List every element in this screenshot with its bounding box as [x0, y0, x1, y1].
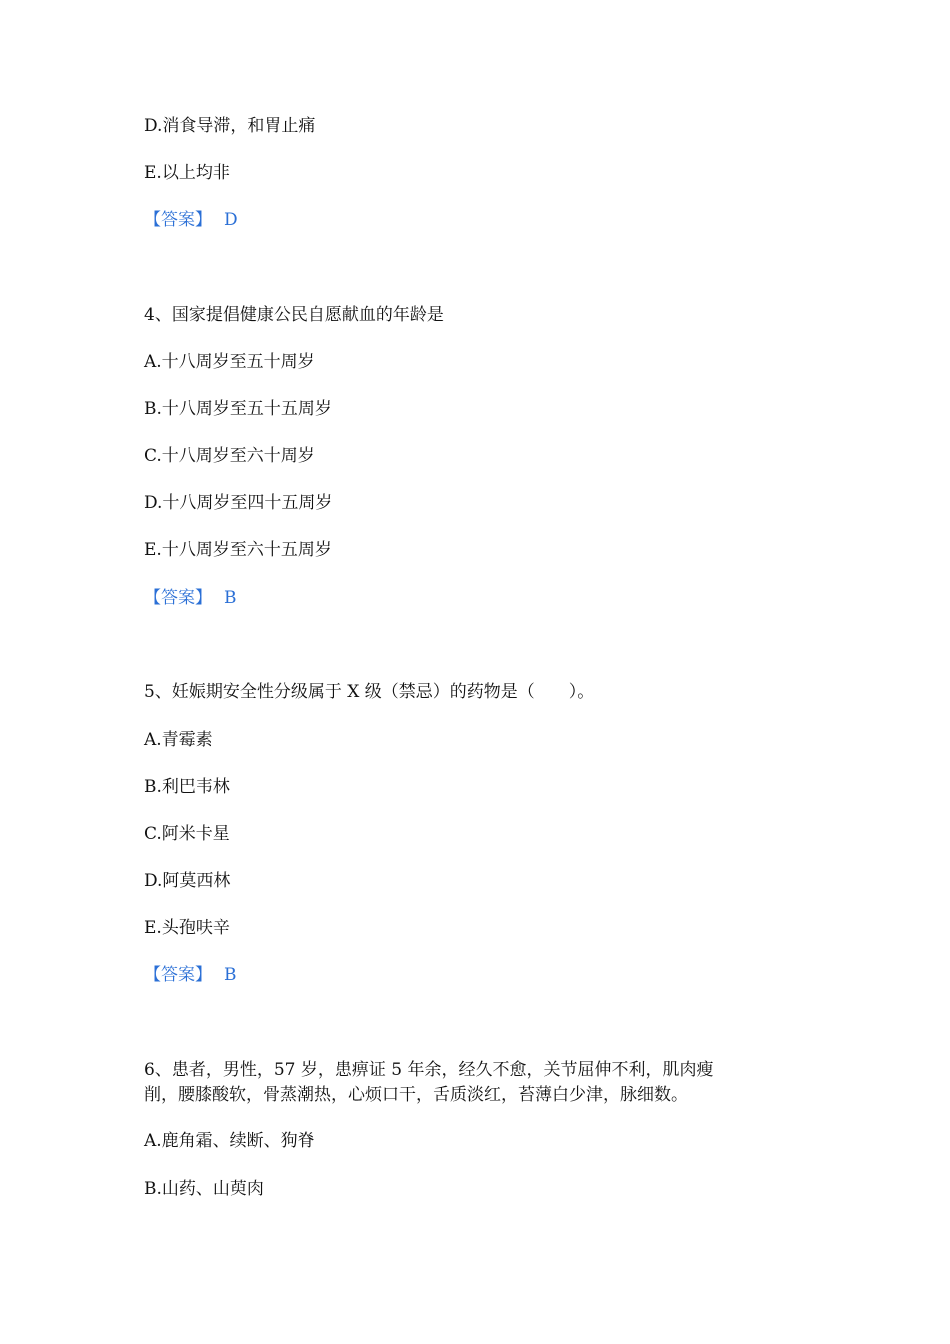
q5-option-a: A.青霉素: [144, 730, 213, 750]
q6-option-b: B.山药、山萸肉: [144, 1179, 264, 1199]
answer-label: 【答案】: [144, 210, 212, 230]
q5-answer: [144, 964, 237, 986]
answer-label: 【答案】: [144, 588, 212, 608]
q4-option-c: C.十八周岁至六十周岁: [144, 446, 315, 466]
q4-option-b: B.十八周岁至五十五周岁: [144, 399, 332, 419]
q4-option-e: E.十八周岁至六十五周岁: [144, 540, 332, 560]
q5-stem: 5、妊娠期安全性分级属于 X 级（禁忌）的药物是（ ）。: [144, 682, 595, 702]
q5-option-d: D.阿莫西林: [144, 871, 231, 891]
answer-value: B: [224, 965, 237, 985]
answer-value: D: [224, 210, 238, 230]
q6-stem-line-1: 6、患者，男性，57 岁，患痹证 5 年余，经久不愈，关节屈伸不利，肌肉瘦: [144, 1060, 714, 1080]
q4-stem: 4、国家提倡健康公民自愿献血的年龄是: [144, 305, 444, 325]
answer-value: B: [224, 588, 237, 608]
q4-answer: [144, 587, 237, 609]
q4-option-a: A.十八周岁至五十周岁: [144, 352, 315, 372]
q6-option-a: A.鹿角霜、续断、狗脊: [144, 1131, 315, 1151]
q3-option-d: D.消食导滞，和胃止痛: [144, 116, 316, 136]
q4-option-d: D.十八周岁至四十五周岁: [144, 493, 333, 513]
q3-option-e: E.以上均非: [144, 163, 230, 183]
q5-option-c: C.阿米卡星: [144, 824, 230, 844]
q5-option-e: E.头孢呋辛: [144, 918, 230, 938]
q3-answer: [144, 209, 238, 231]
q6-stem-line-2: 削，腰膝酸软，骨蒸潮热，心烦口干，舌质淡红，苔薄白少津，脉细数。: [144, 1085, 688, 1105]
q5-option-b: B.利巴韦林: [144, 777, 230, 797]
answer-label: 【答案】: [144, 965, 212, 985]
